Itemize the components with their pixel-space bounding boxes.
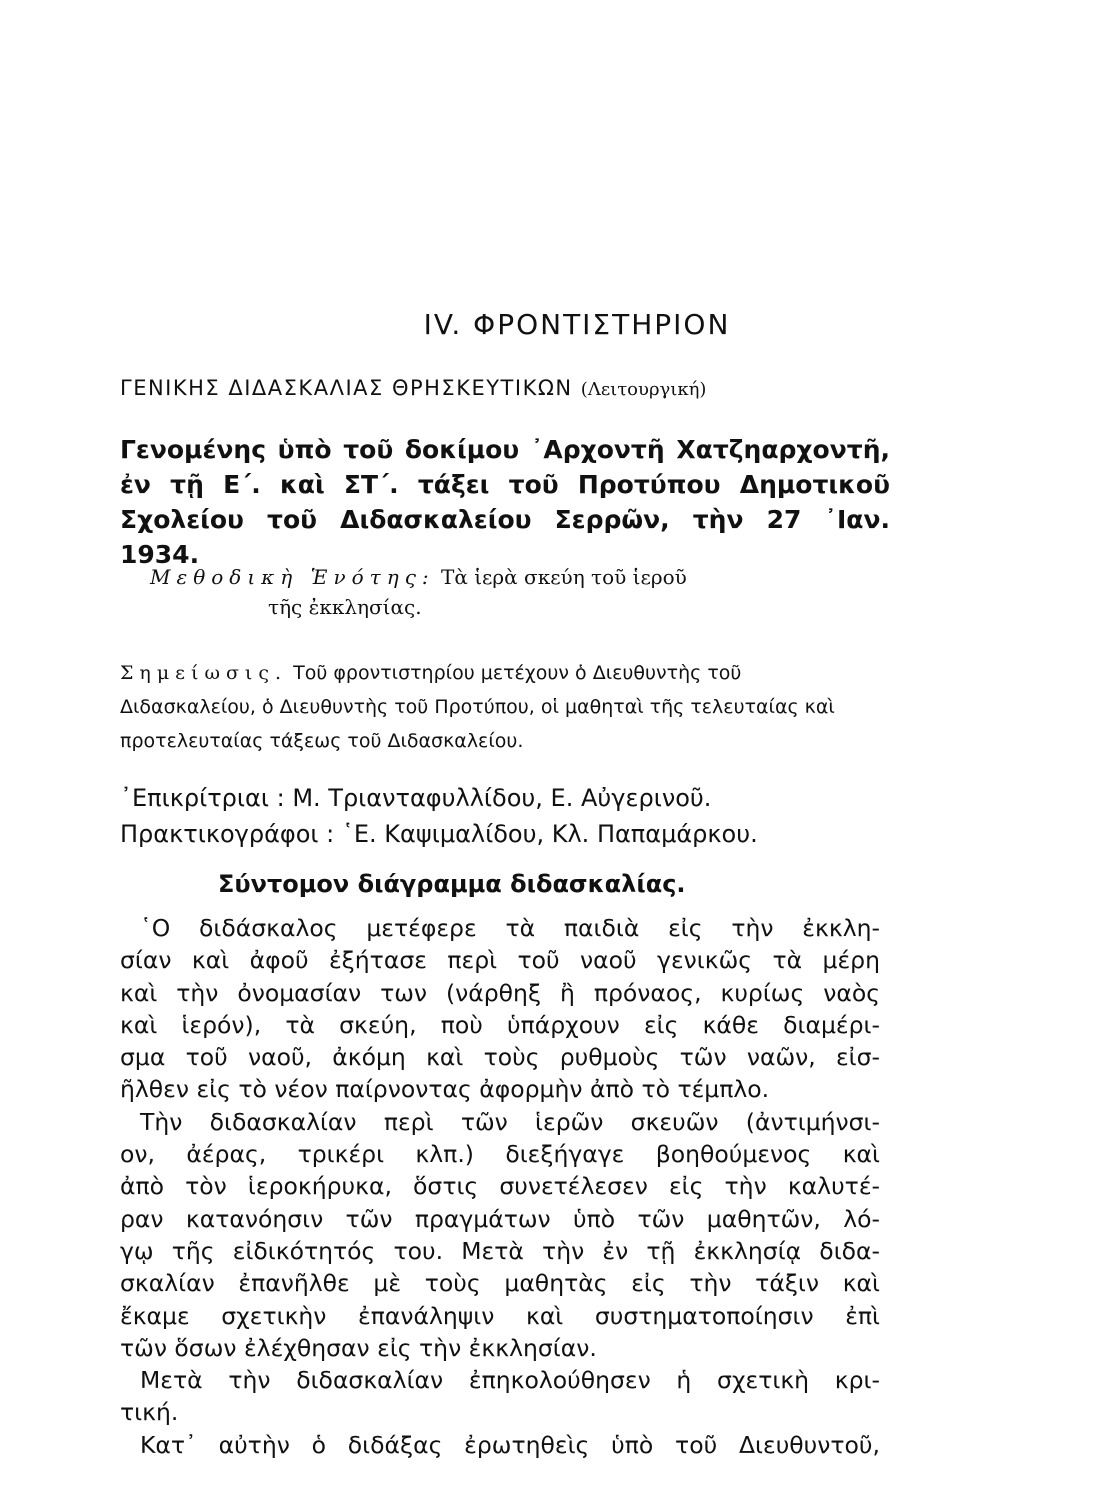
unit-text-line1: Τὰ ἱερὰ σκεύη τοῦ ἱεροῦ [441, 565, 687, 589]
body-line: ον, ἀέρας, τρικέρι κλπ.) διεξήγαγε βοηθούμενος καὶ [120, 1140, 880, 1169]
unit-label: Μεθοδικὴ Ἑνότης: [150, 565, 435, 589]
section-title: IV. ΦΡΟΝΤΙΣΤΗΡΙΟΝ [423, 308, 731, 341]
body-line: τῶν ὅσων ἐλέχθησαν εἰς τὴν ἐκκλησίαν. [120, 1333, 597, 1362]
body-line: σμα τοῦ ναοῦ, ἀκόμη καὶ τοὺς ρυθμοὺς τῶν ναῶν, εἰσ- [120, 1043, 880, 1072]
body-line: σκαλίαν ἐπανῆλθε μὲ τοὺς μαθητὰς εἰς τὴν τάξιν καὶ [120, 1269, 880, 1298]
body-line: σίαν καὶ ἀφοῦ ἐξήτασε περὶ τοῦ ναοῦ γενικῶς τὰ μέρη [120, 946, 880, 975]
body-line: καὶ τὴν ὀνομασίαν των (νάρθηξ ἢ πρόναος, κυρίως ναὸς [120, 978, 880, 1007]
body-line: ἀπὸ τὸν ἱεροκήρυκα, ὅστις συνετέλεσεν εἰς τὴν καλυτέ- [120, 1172, 880, 1201]
recorders-line: Πρακτικογράφοι : ῾Ε. Καψιμαλίδου, Κλ. Παπαμάρκου. [120, 820, 758, 848]
body-line: γῳ τῆς εἰδικότητός του. Μετὰ τὴν ἐν τῇ ἐκκλησίᾳ διδα- [120, 1236, 880, 1265]
section-subtitle [120, 376, 900, 400]
body-line: ραν κατανόησιν τῶν πραγμάτων ὑπὸ τῶν μαθητῶν, λό- [120, 1204, 880, 1233]
body-line: ἔκαμε σχετικὴν ἐπανάληψιν καὶ συστηματοποίησιν ἐπὶ [120, 1301, 880, 1330]
critics-line: ᾿Επικρίτριαι : Μ. Τριανταφυλλίδου, Ε. Αὐγερινοῦ. [120, 784, 712, 812]
unit-text-line2: τῆς ἐκκλησίας. [268, 595, 422, 619]
summary-body [120, 912, 880, 1461]
summary-title: Σύντομον διάγραμμα διδασκαλίας. [218, 870, 686, 898]
subtitle-paren: (Λειτουργική) [580, 379, 707, 400]
notes-paragraph [120, 656, 880, 758]
roles-block [120, 780, 900, 852]
notes-text: Τοῦ φροντιστηρίου μετέχουν ὁ Διευθυντὴς τοῦ Διδασκαλείου, ὁ Διευθυντὴς τοῦ Προτύπου, οἱ μαθηταὶ τῆς τελευταίας καὶ προτελευταίας τάξεως τοῦ Διδασκαλείου. [120, 662, 835, 752]
subtitle-text: ΓΕΝΙΚΗΣ ΔΙΔΑΣΚΑΛΙΑΣ ΘΡΗΣΚΕΥΤΙΚΩΝ [120, 376, 573, 400]
body-line: τική. [120, 1398, 179, 1427]
methodical-unit [150, 562, 870, 622]
body-line: Κατ᾿ αὐτὴν ὁ διδάξας ἐρωτηθεὶς ὑπὸ τοῦ Διευθυντοῦ, [140, 1430, 880, 1459]
body-line: Μετὰ τὴν διδασκαλίαν ἐπηκολούθησεν ἡ σχετικὴ κρι- [140, 1366, 880, 1395]
notes-label: Σημείωσις. [120, 662, 288, 684]
body-line: ῆλθεν εἰς τὸ νέον παίρνοντας ἀφορμὴν ἀπὸ τὸ τέμπλο. [120, 1075, 770, 1104]
intro-paragraph: Γενομένης ὑπὸ τοῦ δοκίμου ᾿Αρχοντῆ Χατζηαρχοντῆ, ἐν τῇ Ε΄. καὶ ΣΤ΄. τάξει τοῦ Προτύπου Δημοτικοῦ Σχολείου τοῦ Διδασκαλείου Σερρῶν, τὴν 27 ᾿Ιαν. 1934. [120, 435, 890, 569]
body-line: Τὴν διδασκαλίαν περὶ τῶν ἱερῶν σκευῶν (ἀντιμήνσι- [140, 1107, 880, 1136]
body-line: καὶ ἱερόν), τὰ σκεύη, ποὺ ὑπάρχουν εἰς κάθε διαμέρι- [120, 1010, 880, 1039]
body-line: ῾Ο διδάσκαλος μετέφερε τὰ παιδιὰ εἰς τὴν ἐκκλη- [140, 914, 880, 942]
